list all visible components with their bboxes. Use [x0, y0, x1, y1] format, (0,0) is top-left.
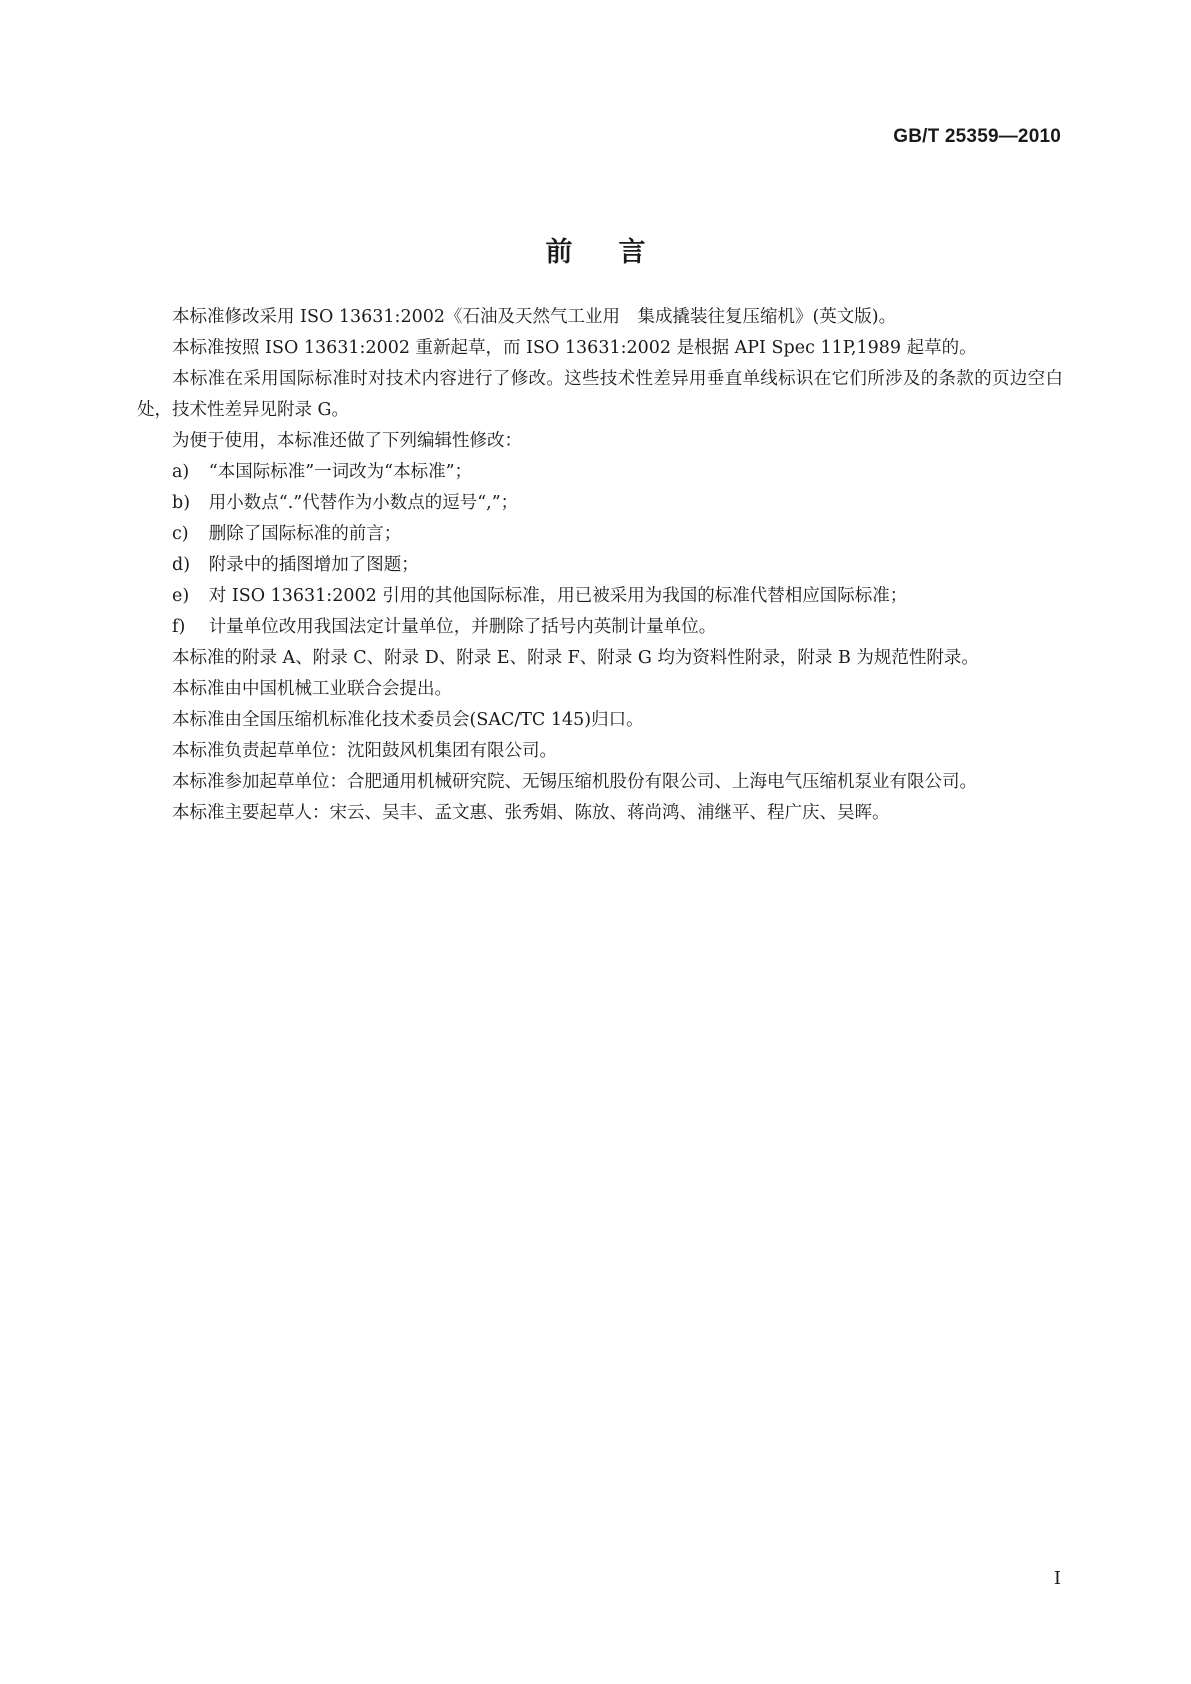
- paragraph: 本标准由全国压缩机标准化技术委员会(SAC/TC 145)归口。: [172, 710, 644, 730]
- list-item: [137, 457, 1063, 488]
- list-item-text: 附录中的插图增加了图题；: [208, 555, 419, 575]
- list-item: [137, 519, 1063, 550]
- list-item-text: 删除了国际标准的前言；: [208, 524, 402, 544]
- list-item-text: 用小数点“.”代替作为小数点的逗号“,”；: [208, 493, 519, 513]
- list-item: [137, 488, 1063, 519]
- page-number: I: [1053, 1568, 1061, 1589]
- list-item-text: “本国际标准”一词改为“本标准”；: [208, 462, 473, 482]
- paragraph: 本标准的附录 A、附录 C、附录 D、附录 E、附录 F、附录 G 均为资料性附录，附录 B 为规范性附录。: [172, 648, 979, 668]
- paragraph: 本标准参加起草单位：合肥通用机械研究院、无锡压缩机股份有限公司、上海电气压缩机泵业有限公司。: [172, 772, 977, 792]
- document-code: GB/T 25359—2010: [893, 126, 1061, 147]
- paragraph: 本标准按照 ISO 13631:2002 重新起草，而 ISO 13631:2002 是根据 API Spec 11P,1989 起草的。: [172, 338, 977, 358]
- list-marker: a): [172, 462, 190, 482]
- list-item: [137, 550, 1063, 581]
- list-marker: d): [172, 555, 191, 575]
- page-title: 前言: [545, 237, 692, 268]
- list-marker: f): [172, 617, 186, 637]
- document-body: [137, 302, 1063, 829]
- list-item: [137, 612, 1063, 643]
- list-item-text: 对 ISO 13631:2002 引用的其他国际标准，用已被采用为我国的标准代替相应国际标准；: [208, 586, 908, 606]
- list-marker: b): [172, 493, 191, 513]
- list-marker: e): [172, 586, 190, 606]
- paragraph: 本标准负责起草单位：沈阳鼓风机集团有限公司。: [172, 741, 557, 761]
- paragraph: 本标准在采用国际标准时对技术内容进行了修改。这些技术性差异用垂直单线标识在它们所涉及的条款的页边空白处，技术性差异见附录 G。: [137, 369, 1063, 420]
- list-item-text: 计量单位改用我国法定计量单位，并删除了括号内英制计量单位。: [208, 617, 717, 637]
- paragraph: 本标准修改采用 ISO 13631:2002《石油及天然气工业用 集成撬装往复压缩机》(英文版)。: [172, 307, 897, 327]
- paragraph: 本标准由中国机械工业联合会提出。: [172, 679, 452, 699]
- list-item: [137, 581, 1063, 612]
- paragraph: 为便于使用，本标准还做了下列编辑性修改：: [172, 431, 522, 451]
- paragraph: 本标准主要起草人：宋云、吴丰、孟文惠、张秀娟、陈放、蒋尚鸿、浦继平、程广庆、吴晖。: [172, 803, 890, 823]
- list-marker: c): [172, 524, 189, 544]
